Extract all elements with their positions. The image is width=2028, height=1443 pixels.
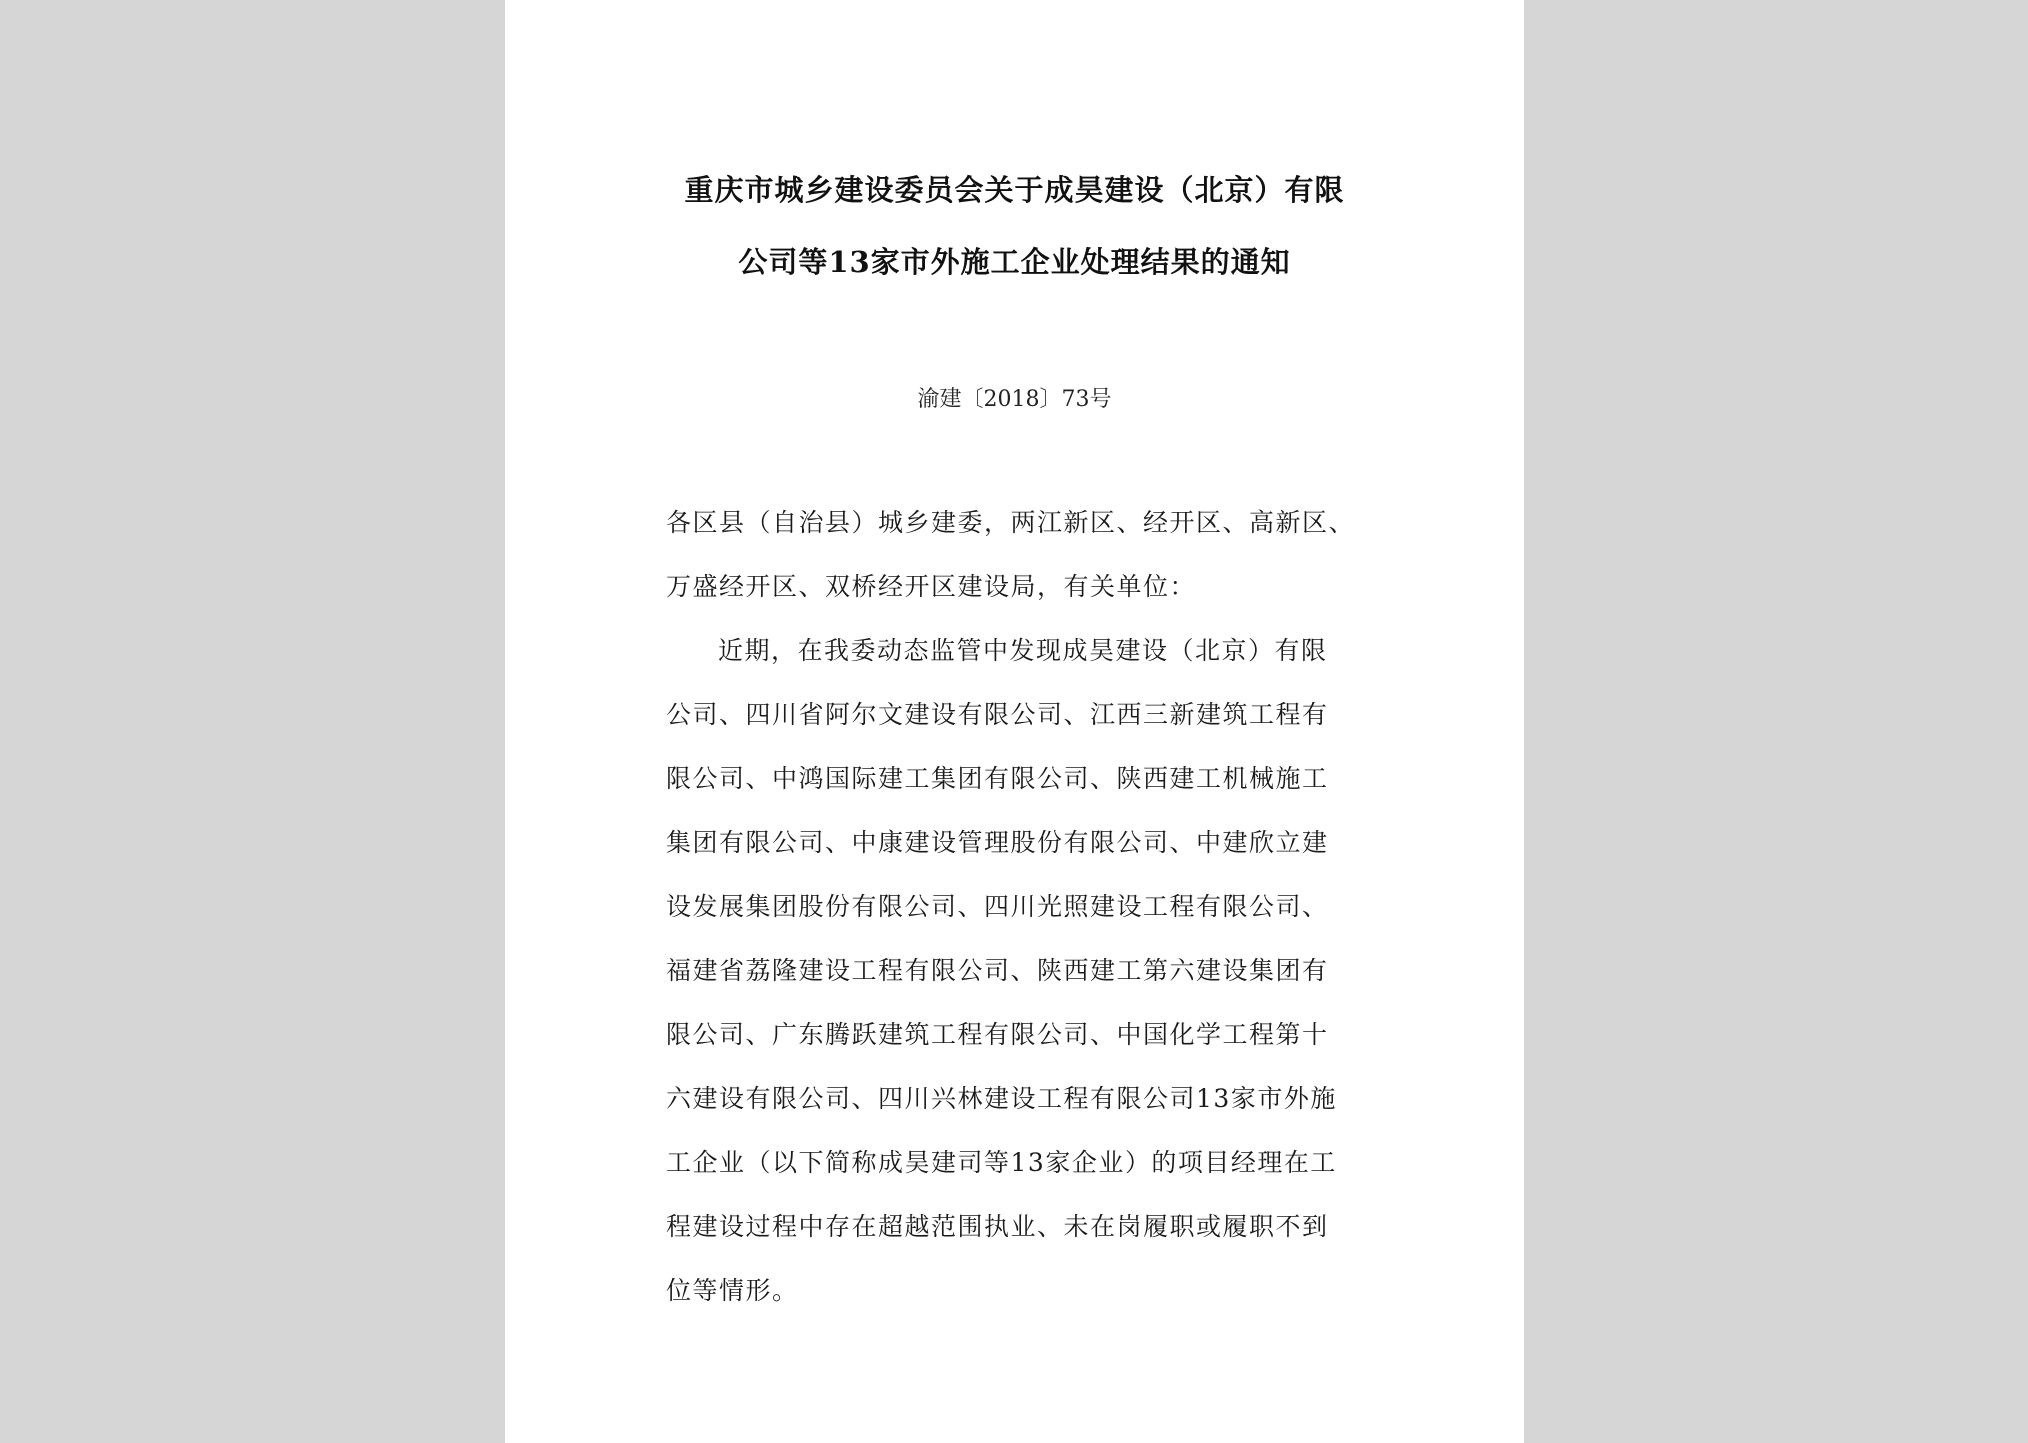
document-page	[505, 0, 1524, 1443]
document-title-line-1: 重庆市城乡建设委员会关于成昊建设（北京）有限	[684, 173, 1345, 207]
body-line-6: 福建省荔隆建设工程有限公司、陕西建工第六建设集团有	[666, 956, 1329, 985]
body-line-1: 近期，在我委动态监管中发现成昊建设（北京）有限	[718, 636, 1328, 665]
body-line-11: 位等情形。	[666, 1276, 799, 1305]
body-line-2: 公司、四川省阿尔文建设有限公司、江西三新建筑工程有	[666, 700, 1329, 729]
addressee-line-2: 万盛经开区、双桥经开区建设局，有关单位：	[666, 572, 1197, 601]
document-number: 渝建〔2018〕73号	[917, 387, 1112, 412]
body-line-10: 程建设过程中存在超越范围执业、未在岗履职或履职不到	[666, 1212, 1329, 1241]
body-line-3: 限公司、中鸿国际建工集团有限公司、陕西建工机械施工	[666, 764, 1329, 793]
addressee-line-1: 各区县（自治县）城乡建委，两江新区、经开区、高新区、	[666, 508, 1356, 537]
body-line-4: 集团有限公司、中康建设管理股份有限公司、中建欣立建	[666, 828, 1329, 857]
body-line-5: 设发展集团股份有限公司、四川光照建设工程有限公司、	[666, 892, 1329, 921]
body-line-7: 限公司、广东腾跃建筑工程有限公司、中国化学工程第十	[666, 1020, 1329, 1049]
body-line-8: 六建设有限公司、四川兴林建设工程有限公司13家市外施	[666, 1084, 1337, 1113]
body-line-9: 工企业（以下简称成昊建司等13家企业）的项目经理在工	[666, 1148, 1337, 1177]
document-title-line-2: 公司等13家市外施工企业处理结果的通知	[738, 245, 1291, 279]
